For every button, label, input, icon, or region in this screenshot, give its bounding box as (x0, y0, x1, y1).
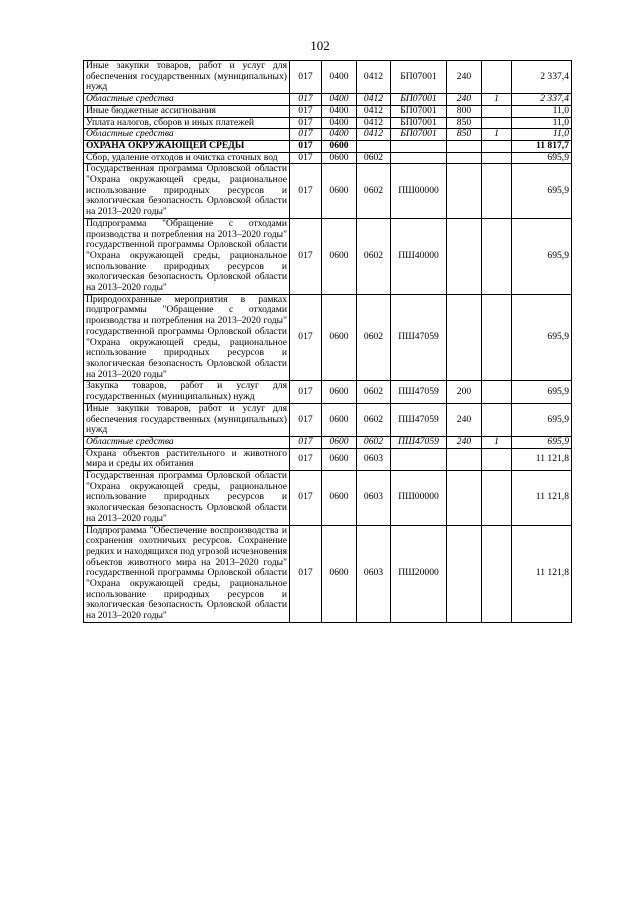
table-row (84, 94, 572, 106)
cell-subsection-code: 0602 (357, 164, 391, 219)
cell-amount: 11,0 (512, 105, 572, 117)
table-row (84, 471, 572, 526)
cell-subsection-code: 0412 (357, 117, 391, 129)
table-row (84, 448, 572, 470)
cell-funding-source (482, 61, 512, 94)
cell-section-code: 0600 (322, 436, 357, 448)
cell-section-code: 0600 (322, 381, 357, 403)
cell-funding-source (482, 140, 512, 152)
cell-name: Областные средства (84, 94, 290, 106)
cell-target-article: БП07001 (391, 61, 447, 94)
cell-name: Охрана объектов растительного и животного мира и среды их обитания (84, 448, 290, 470)
cell-ved-code: 017 (290, 448, 322, 470)
cell-amount: 11 121,8 (512, 448, 572, 470)
cell-section-code: 0400 (322, 117, 357, 129)
cell-section-code: 0400 (322, 105, 357, 117)
cell-funding-source (482, 218, 512, 294)
cell-amount: 11,0 (512, 129, 572, 141)
table-row (84, 436, 572, 448)
cell-funding-source (482, 164, 512, 219)
cell-section-code: 0600 (322, 471, 357, 526)
cell-expense-type (447, 294, 482, 381)
cell-target-article (391, 448, 447, 470)
cell-funding-source: 1 (482, 94, 512, 106)
cell-expense-type: 850 (447, 129, 482, 141)
cell-target-article: ПШ00000 (391, 164, 447, 219)
cell-ved-code: 017 (290, 61, 322, 94)
cell-amount: 11 121,8 (512, 471, 572, 526)
table-row (84, 129, 572, 141)
cell-name: ОХРАНА ОКРУЖАЮЩЕЙ СРЕДЫ (84, 140, 290, 152)
cell-expense-type: 240 (447, 436, 482, 448)
cell-ved-code: 017 (290, 294, 322, 381)
cell-section-code: 0600 (322, 218, 357, 294)
cell-subsection-code: 0412 (357, 129, 391, 141)
cell-target-article: ПШ47059 (391, 436, 447, 448)
cell-section-code: 0600 (322, 140, 357, 152)
cell-funding-source (482, 117, 512, 129)
cell-target-article (391, 140, 447, 152)
cell-ved-code: 017 (290, 381, 322, 403)
cell-subsection-code: 0412 (357, 61, 391, 94)
cell-funding-source: 1 (482, 436, 512, 448)
cell-expense-type (447, 448, 482, 470)
cell-target-article: ПШ47059 (391, 403, 447, 436)
cell-ved-code: 017 (290, 140, 322, 152)
table-row (84, 105, 572, 117)
cell-funding-source (482, 152, 512, 164)
cell-section-code: 0600 (322, 164, 357, 219)
cell-target-article: ПШ47059 (391, 381, 447, 403)
cell-amount: 11 121,8 (512, 525, 572, 622)
cell-expense-type (447, 140, 482, 152)
cell-subsection-code: 0602 (357, 294, 391, 381)
cell-target-article: ПШ00000 (391, 471, 447, 526)
cell-amount: 695,9 (512, 294, 572, 381)
cell-ved-code: 017 (290, 218, 322, 294)
table-row (84, 140, 572, 152)
cell-expense-type (447, 525, 482, 622)
cell-target-article: ПШ40000 (391, 218, 447, 294)
table-row (84, 525, 572, 622)
table-row (84, 61, 572, 94)
cell-subsection-code: 0603 (357, 448, 391, 470)
table-row (84, 164, 572, 219)
cell-section-code: 0400 (322, 94, 357, 106)
cell-target-article (391, 152, 447, 164)
cell-amount: 695,9 (512, 381, 572, 403)
cell-funding-source (482, 381, 512, 403)
cell-expense-type (447, 164, 482, 219)
cell-expense-type: 200 (447, 381, 482, 403)
cell-amount: 695,9 (512, 164, 572, 219)
cell-section-code: 0600 (322, 448, 357, 470)
cell-subsection-code: 0602 (357, 381, 391, 403)
cell-expense-type (447, 218, 482, 294)
cell-subsection-code: 0602 (357, 403, 391, 436)
cell-amount: 695,9 (512, 403, 572, 436)
cell-target-article: БП07001 (391, 129, 447, 141)
cell-amount: 2 337,4 (512, 61, 572, 94)
cell-expense-type: 800 (447, 105, 482, 117)
cell-expense-type: 240 (447, 94, 482, 106)
cell-funding-source (482, 448, 512, 470)
cell-subsection-code: 0602 (357, 152, 391, 164)
cell-ved-code: 017 (290, 105, 322, 117)
cell-name: Областные средства (84, 436, 290, 448)
cell-target-article: ПШ47059 (391, 294, 447, 381)
cell-name: Иные закупки товаров, работ и услуг для обеспечения государственных (муниципальных) нужд (84, 61, 290, 94)
table-row (84, 218, 572, 294)
cell-target-article: БП07001 (391, 117, 447, 129)
cell-expense-type (447, 152, 482, 164)
cell-funding-source (482, 525, 512, 622)
cell-amount: 2 337,4 (512, 94, 572, 106)
cell-ved-code: 017 (290, 471, 322, 526)
cell-target-article: БП07001 (391, 94, 447, 106)
cell-name: Иные закупки товаров, работ и услуг для обеспечения государственных (муниципальных) нужд (84, 403, 290, 436)
cell-ved-code: 017 (290, 152, 322, 164)
cell-name: Природоохранные мероприятия в рамках подпрограммы "Обращение с отходами производства и потребления на 2013–2020 годы" государственной программы Орловской области "Охрана окружающей среды, рациональное использование природных ресурсов и экологическая безопасность Орловской области на 2013–2020 годы" (84, 294, 290, 381)
cell-name: Уплата налогов, сборов и иных платежей (84, 117, 290, 129)
cell-expense-type: 240 (447, 61, 482, 94)
cell-subsection-code (357, 140, 391, 152)
cell-ved-code: 017 (290, 164, 322, 219)
cell-funding-source (482, 105, 512, 117)
cell-ved-code: 017 (290, 403, 322, 436)
table-row (84, 117, 572, 129)
cell-funding-source (482, 471, 512, 526)
cell-name: Подпрограмма "Обеспечение воспроизводства и сохранения охотничьих ресурсов. Сохранение редких и находящихся под угрозой исчезновения объектов животного мира на 2013–2020 годы" государственной программы Орловской области "Охрана окружающей среды, рациональное использование природных ресурсов и экологическая безопасность Орловской области на 2013–2020 годы" (84, 525, 290, 622)
cell-ved-code: 017 (290, 129, 322, 141)
cell-subsection-code: 0412 (357, 105, 391, 117)
cell-ved-code: 017 (290, 117, 322, 129)
cell-amount: 695,9 (512, 218, 572, 294)
table-row (84, 403, 572, 436)
cell-name: Государственная программа Орловской области "Охрана окружающей среды, рациональное использование природных ресурсов и экологическая безопасность Орловской области на 2013–2020 годы" (84, 164, 290, 219)
cell-subsection-code: 0412 (357, 94, 391, 106)
table-body (84, 61, 572, 623)
cell-name: Иные бюджетные ассигнования (84, 105, 290, 117)
cell-ved-code: 017 (290, 436, 322, 448)
cell-name: Подпрограмма "Обращение с отходами производства и потребления на 2013–2020 годы" государственной программы Орловской области "Охрана окружающей среды, рациональное использование природных ресурсов и экологическая безопасность Орловской области на 2013–2020 годы" (84, 218, 290, 294)
cell-expense-type: 850 (447, 117, 482, 129)
table-row (84, 152, 572, 164)
cell-section-code: 0400 (322, 129, 357, 141)
cell-name: Областные средства (84, 129, 290, 141)
cell-amount: 695,9 (512, 152, 572, 164)
cell-amount: 11,0 (512, 117, 572, 129)
cell-section-code: 0600 (322, 294, 357, 381)
cell-funding-source (482, 403, 512, 436)
table-row (84, 381, 572, 403)
cell-subsection-code: 0602 (357, 218, 391, 294)
budget-table (83, 60, 572, 623)
cell-expense-type: 240 (447, 403, 482, 436)
cell-ved-code: 017 (290, 94, 322, 106)
cell-subsection-code: 0602 (357, 436, 391, 448)
cell-target-article: БП07001 (391, 105, 447, 117)
page-number: 102 (310, 38, 330, 53)
cell-amount: 11 817,7 (512, 140, 572, 152)
cell-section-code: 0600 (322, 525, 357, 622)
table-row (84, 294, 572, 381)
cell-name: Сбор, удаление отходов и очистка сточных вод (84, 152, 290, 164)
cell-expense-type (447, 471, 482, 526)
cell-name: Закупка товаров, работ и услуг для государственных (муниципальных) нужд (84, 381, 290, 403)
cell-funding-source: 1 (482, 129, 512, 141)
cell-section-code: 0600 (322, 152, 357, 164)
cell-amount: 695,9 (512, 436, 572, 448)
cell-name: Государственная программа Орловской области "Охрана окружающей среды, рациональное использование природных ресурсов и экологическая безопасность Орловской области на 2013–2020 годы" (84, 471, 290, 526)
cell-ved-code: 017 (290, 525, 322, 622)
cell-subsection-code: 0603 (357, 471, 391, 526)
cell-funding-source (482, 294, 512, 381)
cell-subsection-code: 0603 (357, 525, 391, 622)
cell-target-article: ПШ20000 (391, 525, 447, 622)
cell-section-code: 0400 (322, 61, 357, 94)
cell-section-code: 0600 (322, 403, 357, 436)
